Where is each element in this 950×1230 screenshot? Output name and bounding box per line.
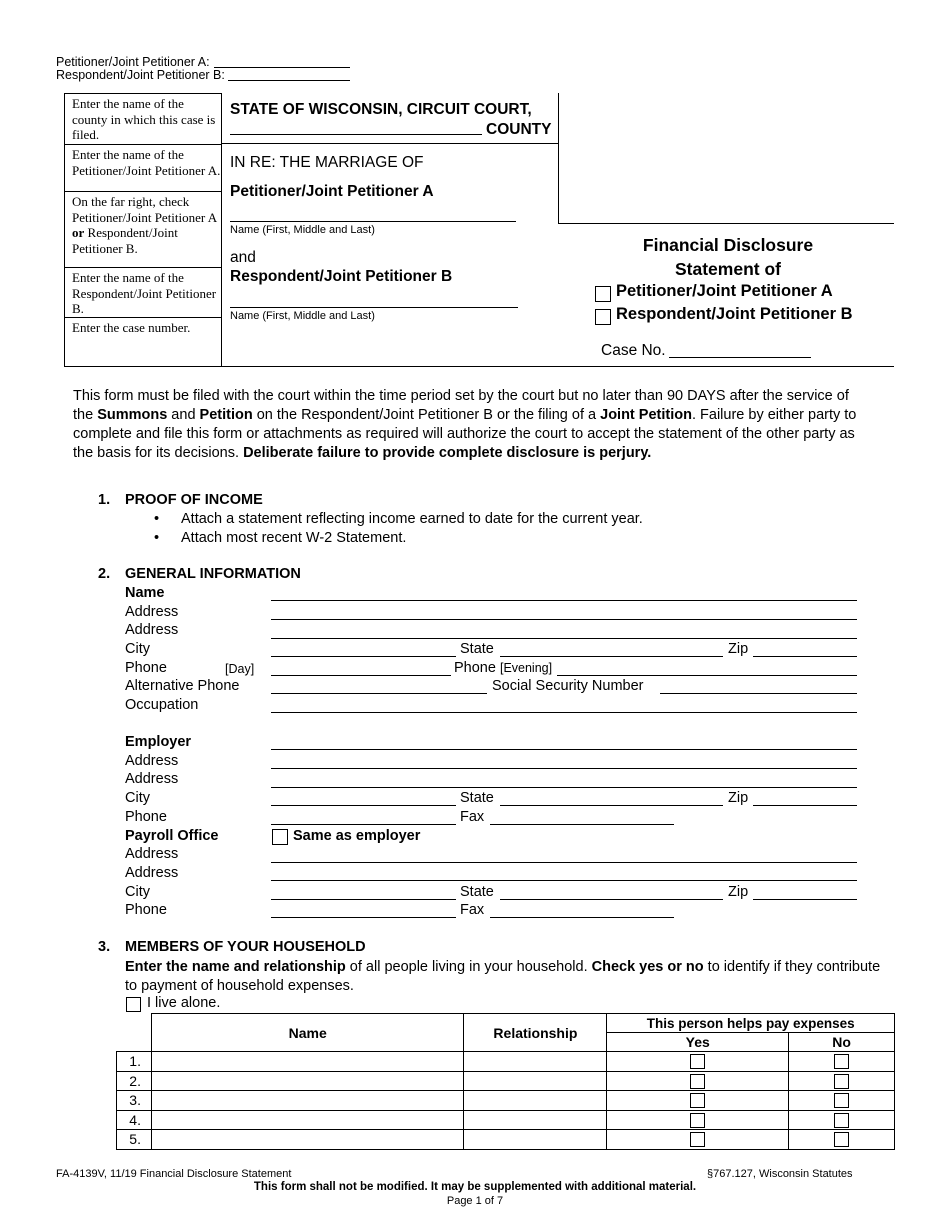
instr-bold-1: Enter the name and relationship bbox=[125, 959, 346, 975]
intro-paragraph bbox=[73, 387, 873, 463]
member-relationship-cell[interactable] bbox=[464, 1091, 607, 1111]
section1-title: PROOF OF INCOME bbox=[125, 492, 263, 508]
payroll-state-field[interactable] bbox=[500, 899, 723, 900]
section1-number: 1. bbox=[98, 492, 111, 508]
yes-cell bbox=[607, 1110, 789, 1130]
address1-label: Address bbox=[125, 604, 179, 620]
option-b-label: Respondent/Joint Petitioner B bbox=[616, 305, 853, 323]
hint-check-party-pre: On the far right, check Petitioner/Joint Petitioner A bbox=[72, 194, 217, 225]
footer-notice: This form shall not be modified. It may be supplemented with additional material. bbox=[253, 1181, 697, 1193]
city-label: City bbox=[125, 641, 150, 657]
employer-zip-field[interactable] bbox=[753, 805, 857, 806]
employer-field[interactable] bbox=[271, 749, 857, 750]
zip-field[interactable] bbox=[753, 656, 857, 657]
no-cell bbox=[789, 1110, 895, 1130]
county-field[interactable] bbox=[230, 134, 482, 135]
employer-city-field[interactable] bbox=[271, 805, 456, 806]
payroll-state-label: State bbox=[460, 884, 494, 900]
payroll-phone-label: Phone bbox=[125, 902, 167, 918]
yes-cell bbox=[607, 1052, 789, 1072]
form-title-line1: Financial Disclosure bbox=[642, 235, 814, 255]
header-helps-pay: This person helps pay expenses bbox=[607, 1014, 895, 1033]
header-yes: Yes bbox=[607, 1033, 789, 1052]
footer-page-number: Page 1 of 7 bbox=[446, 1195, 504, 1207]
row-number: 3. bbox=[117, 1091, 152, 1111]
petitioner-name-field[interactable] bbox=[230, 221, 516, 222]
yes-cell bbox=[607, 1130, 789, 1150]
payroll-fax-field[interactable] bbox=[490, 917, 674, 918]
section3-instructions bbox=[125, 958, 885, 996]
intro-perjury-warning: Deliberate failure to provide complete disclosure is perjury. bbox=[243, 445, 652, 461]
hint-case-number: Enter the case number. bbox=[65, 317, 221, 366]
petitioner-a-label: Petitioner/Joint Petitioner A: bbox=[56, 55, 210, 69]
no-cell bbox=[789, 1130, 895, 1150]
row-number: 4. bbox=[117, 1110, 152, 1130]
phone-day-field[interactable] bbox=[271, 675, 451, 676]
employer-address2-label: Address bbox=[125, 771, 179, 787]
member-name-cell[interactable] bbox=[151, 1052, 464, 1072]
household-header-row bbox=[117, 1014, 895, 1033]
section1-bullet-2: • bbox=[154, 530, 160, 546]
case-no-label: Case No. bbox=[601, 342, 666, 359]
no-cell bbox=[789, 1052, 895, 1072]
no-checkbox[interactable] bbox=[834, 1093, 849, 1108]
intro-text-4: . Failure by either party to complete and file this form or attachments as required will authorize the court to accept the statement of the other party as the basis for its decisions. bbox=[73, 407, 857, 461]
section1-bullet-2-text: Attach most recent W-2 Statement. bbox=[181, 530, 407, 546]
household-table bbox=[116, 1013, 895, 1150]
hint-respondent: Enter the name of the Respondent/Joint Petitioner B. bbox=[65, 267, 221, 317]
option-a-checkbox[interactable] bbox=[595, 286, 611, 302]
hint-petitioner: Enter the name of the Petitioner/Joint Petitioner A. bbox=[65, 144, 221, 191]
hint-check-party-post: Respondent/Joint Petitioner B. bbox=[72, 225, 178, 256]
instr-text-2: to identify if they contribute to payment of household expenses. bbox=[125, 959, 881, 994]
table-row bbox=[117, 1130, 895, 1150]
ssn-field[interactable] bbox=[660, 693, 857, 694]
instr-text-1: of all people living in your household. bbox=[345, 959, 592, 975]
caption-hint-column bbox=[64, 93, 222, 367]
respondent-b-header-field[interactable] bbox=[228, 80, 350, 81]
employer-phone-field[interactable] bbox=[271, 824, 456, 825]
header-name: Name bbox=[151, 1014, 464, 1052]
payroll-fax-label: Fax bbox=[460, 902, 485, 918]
member-relationship-cell[interactable] bbox=[464, 1130, 607, 1150]
yes-cell bbox=[607, 1071, 789, 1091]
respondent-b-header bbox=[56, 69, 225, 82]
intro-text-2: and bbox=[167, 407, 200, 423]
yes-checkbox[interactable] bbox=[690, 1093, 705, 1108]
member-name-cell[interactable] bbox=[151, 1091, 464, 1111]
section3-number: 3. bbox=[98, 939, 111, 955]
employer-address2-field[interactable] bbox=[271, 787, 857, 788]
phone-day-label: [Day] bbox=[225, 662, 255, 676]
footer-statute: §767.127, Wisconsin Statutes bbox=[707, 1168, 853, 1180]
row-number: 2. bbox=[117, 1071, 152, 1091]
phone-evening-label bbox=[454, 660, 552, 676]
address2-label: Address bbox=[125, 622, 179, 638]
employer-label: Employer bbox=[125, 734, 192, 750]
table-row bbox=[117, 1071, 895, 1091]
address1-field[interactable] bbox=[271, 619, 857, 620]
footer-form-id: FA-4139V, 11/19 Financial Disclosure Statement bbox=[56, 1168, 292, 1180]
employer-address1-label: Address bbox=[125, 753, 179, 769]
alt-phone-label: Alternative Phone bbox=[125, 678, 240, 694]
ssn-label: Social Security Number bbox=[492, 678, 644, 694]
payroll-phone-field[interactable] bbox=[271, 917, 456, 918]
payroll-address1-field[interactable] bbox=[271, 862, 857, 863]
employer-zip-label: Zip bbox=[728, 790, 749, 806]
no-checkbox[interactable] bbox=[834, 1054, 849, 1069]
phone-evening-field[interactable] bbox=[557, 675, 857, 676]
section1-bullet-1: • bbox=[154, 511, 160, 527]
live-alone-checkbox[interactable] bbox=[126, 997, 141, 1012]
table-row bbox=[117, 1091, 895, 1111]
alt-phone-field[interactable] bbox=[271, 693, 487, 694]
county-label: COUNTY bbox=[486, 121, 552, 138]
option-a-label: Petitioner/Joint Petitioner A bbox=[616, 282, 833, 300]
state-label: State bbox=[460, 641, 494, 657]
in-re-label: IN RE: THE MARRIAGE OF bbox=[230, 154, 424, 171]
member-relationship-cell[interactable] bbox=[464, 1071, 607, 1091]
employer-address1-field[interactable] bbox=[271, 768, 857, 769]
and-label: and bbox=[230, 249, 256, 266]
respondent-name-field[interactable] bbox=[230, 307, 518, 308]
petitioner-heading: Petitioner/Joint Petitioner A bbox=[230, 183, 434, 200]
section2-number: 2. bbox=[98, 566, 111, 582]
employer-city-label: City bbox=[125, 790, 150, 806]
intro-summons: Summons bbox=[97, 407, 168, 423]
member-name-cell[interactable] bbox=[151, 1110, 464, 1130]
city-field[interactable] bbox=[271, 656, 456, 657]
payroll-city-field[interactable] bbox=[271, 899, 456, 900]
form-title-line2: Statement of bbox=[675, 259, 781, 279]
respondent-name-caption: Name (First, Middle and Last) bbox=[230, 310, 375, 322]
divider-right bbox=[558, 143, 559, 224]
payroll-address1-label: Address bbox=[125, 846, 179, 862]
member-name-cell[interactable] bbox=[151, 1071, 464, 1091]
divider-horizontal-right bbox=[558, 223, 894, 224]
petitioner-a-header-field[interactable] bbox=[214, 67, 350, 68]
no-cell bbox=[789, 1091, 895, 1111]
option-b-checkbox[interactable] bbox=[595, 309, 611, 325]
phone-evening-qualifier: [Evening] bbox=[499, 661, 553, 675]
yes-checkbox[interactable] bbox=[690, 1132, 705, 1147]
phone-evening-text: Phone bbox=[454, 660, 496, 676]
address2-field[interactable] bbox=[271, 638, 857, 639]
employer-fax-label: Fax bbox=[460, 809, 485, 825]
live-alone-label: I live alone. bbox=[147, 995, 221, 1011]
form-title bbox=[596, 233, 860, 281]
phone-label: Phone bbox=[125, 660, 167, 676]
intro-joint-petition: Joint Petition bbox=[600, 407, 692, 423]
payroll-office-label: Payroll Office bbox=[125, 828, 219, 844]
header-relationship: Relationship bbox=[464, 1014, 607, 1052]
header-blank bbox=[117, 1014, 152, 1052]
table-row bbox=[117, 1110, 895, 1130]
caption-bottom-rule bbox=[221, 366, 894, 367]
table-row bbox=[117, 1052, 895, 1072]
header-no: No bbox=[789, 1033, 895, 1052]
employer-fax-field[interactable] bbox=[490, 824, 674, 825]
payroll-address2-field[interactable] bbox=[271, 880, 857, 881]
row-number: 5. bbox=[117, 1130, 152, 1150]
yes-checkbox[interactable] bbox=[690, 1113, 705, 1128]
intro-petition: Petition bbox=[199, 407, 253, 423]
employer-state-label: State bbox=[460, 790, 494, 806]
row-number: 1. bbox=[117, 1052, 152, 1072]
intro-text-1: This form must be filed with the court within the time period set by the court but no later than 90 DAYS after the service of the bbox=[73, 388, 849, 423]
no-checkbox[interactable] bbox=[834, 1113, 849, 1128]
petitioner-name-caption: Name (First, Middle and Last) bbox=[230, 224, 375, 236]
hint-check-party-or: or bbox=[72, 225, 85, 240]
section1-bullet-1-text: Attach a statement reflecting income earned to date for the current year. bbox=[181, 511, 643, 527]
member-relationship-cell[interactable] bbox=[464, 1110, 607, 1130]
payroll-address2-label: Address bbox=[125, 865, 179, 881]
section2-title: GENERAL INFORMATION bbox=[125, 566, 301, 582]
payroll-city-label: City bbox=[125, 884, 150, 900]
section3-title: MEMBERS OF YOUR HOUSEHOLD bbox=[125, 939, 366, 955]
respondent-b-label: Respondent/Joint Petitioner B: bbox=[56, 68, 225, 82]
yes-checkbox[interactable] bbox=[690, 1054, 705, 1069]
same-as-employer-checkbox[interactable] bbox=[272, 829, 288, 845]
name-field[interactable] bbox=[271, 600, 857, 601]
yes-cell bbox=[607, 1091, 789, 1111]
respondent-heading: Respondent/Joint Petitioner B bbox=[230, 268, 453, 285]
no-checkbox[interactable] bbox=[834, 1074, 849, 1089]
no-checkbox[interactable] bbox=[834, 1132, 849, 1147]
hint-county: Enter the name of the county in which this case is filed. bbox=[72, 96, 216, 142]
occupation-field[interactable] bbox=[271, 712, 857, 713]
same-as-employer-label: Same as employer bbox=[293, 828, 421, 844]
case-no-field[interactable] bbox=[669, 357, 811, 358]
hint-check-party bbox=[65, 191, 221, 267]
intro-text-3: on the Respondent/Joint Petitioner B or the filing of a bbox=[252, 407, 601, 423]
instr-bold-2: Check yes or no bbox=[591, 959, 704, 975]
payroll-zip-field[interactable] bbox=[753, 899, 857, 900]
payroll-zip-label: Zip bbox=[728, 884, 749, 900]
zip-label: Zip bbox=[728, 641, 749, 657]
occupation-label: Occupation bbox=[125, 697, 199, 713]
employer-state-field[interactable] bbox=[500, 805, 723, 806]
member-name-cell[interactable] bbox=[151, 1130, 464, 1150]
court-title: STATE OF WISCONSIN, CIRCUIT COURT, bbox=[230, 101, 532, 118]
state-field[interactable] bbox=[500, 656, 723, 657]
name-label: Name bbox=[125, 585, 165, 601]
member-relationship-cell[interactable] bbox=[464, 1052, 607, 1072]
no-cell bbox=[789, 1071, 895, 1091]
yes-checkbox[interactable] bbox=[690, 1074, 705, 1089]
employer-phone-label: Phone bbox=[125, 809, 167, 825]
